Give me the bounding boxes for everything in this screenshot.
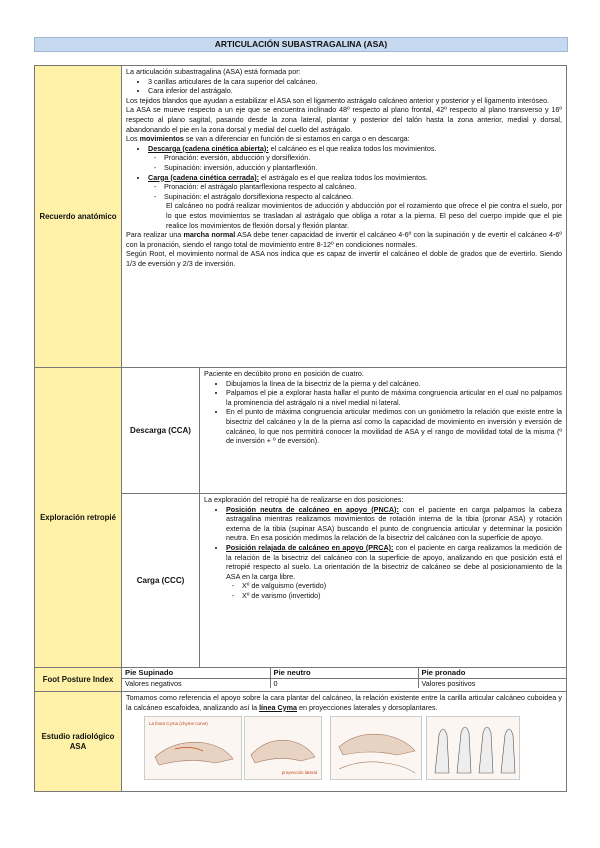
radiology-images	[126, 716, 562, 782]
text: El calcáneo no podrá realizar movimientos de aducción y abducción por el rozamiento que ofrece el pie contra el suelo, por lo que estos movimientos se trasladan al astrágalo que obliga a rotar a la pierna. El peso del cuerpo impide que el pie realice los movimientos de flexión dorsal y flexión plantar.	[166, 201, 562, 230]
fpi-header: Pie neutro	[270, 668, 418, 678]
list-item: • Posición relajada de calcáneo en apoyo (PRCA): con el paciente en carga realizamos la medición de la relación de la bisectriz del calcáneo con la superficie de apoyo, analizando en que posición está el retropié respecto al suelo. La orientación de la bisectriz de calcáneo se debe al posicionamiento de la ASA en la carga libre. - Xº de valguismo (evertido) - Xº de varismo (invertido)	[226, 543, 562, 601]
text: La articulación subastragalina (ASA) está formada por:	[126, 67, 301, 76]
text: La ASA se mueve respecto a un eje que se encuentra inclinado 48º respecto al plano frontal, 42º respecto al plano transverso y 16º respecto al plano sagital, pasando desde la zona lateral, plantar y posterior del talón hasta la zona anterior, medial y dorsal, abandonando el pie en la zona dorsal y medial del cuello del astrágalo.	[126, 105, 562, 134]
list-item: • 3 carillas articulares de la cara superior del calcáneo.	[148, 77, 562, 87]
list-item: • Cara inferior del astrágalo.	[148, 86, 562, 96]
label-exploracion: Exploración retropié	[35, 368, 122, 668]
xray-lateral-image-3	[330, 716, 422, 780]
label-fpi: Foot Posture Index	[35, 668, 122, 692]
xray-lateral-image-2: proyección lateral	[244, 716, 322, 780]
text: La exploración del retropié ha de realizarse en dos posiciones:	[204, 495, 404, 504]
text: Para realizar una marcha normal ASA debe tener capacidad de invertir el calcáneo 4-6º con la supinación y de evertir el calcáneo 4-6º con la pronación, siendo el rango total de movimiento entre 8-12º en condiciones normales.	[126, 230, 562, 249]
text: Los movimientos se van a diferenciar en función de si estamos en carga o en descarga:	[126, 134, 410, 144]
document-title: ARTICULACIÓN SUBASTRAGALINA (ASA)	[34, 37, 568, 52]
estudio-content	[122, 692, 567, 792]
fpi-value: Valores negativos	[125, 678, 182, 688]
xray-lateral-image: La línea Cyma (chyme curve)	[144, 716, 242, 780]
list-item: • Descarga (cadena cinética abierta): el calcáneo es el que realiza todos los movimientos. - Pronación: eversión, abducción y dorsiflexión. - Supinación: inversión, aducción y plantarflexión.	[148, 144, 562, 173]
label-descarga: Descarga (CCA)	[122, 368, 200, 494]
xray-dorsoplantar-image	[426, 716, 520, 780]
list-item: • Dibujamos la línea de la bisectriz de la pierna y del calcáneo.	[226, 379, 562, 389]
text: Según Root, el movimiento normal de ASA nos indica que es capaz de invertir el calcáneo el doble de grados que de evertirlo. Siendo 1/3 de eversión y 2/3 de inversión.	[126, 249, 562, 268]
text: Tomamos como referencia el apoyo sobre la cara plantar del calcáneo, la relación existente entre la carilla articular calcáneo cuboidea y la calcáneo escafoidea, analizando así la línea Cyma en proyecciones laterales y dorsoplantares.	[126, 693, 562, 712]
text: Paciente en decúbito prono en posición de cuatro.	[204, 369, 364, 378]
text: Los tejidos blandos que ayudan a estabilizar el ASA son el ligamento astrágalo calcáneo anterior y posterior y el ligamento interóseo.	[126, 95, 550, 105]
recuerdo-content	[122, 66, 567, 368]
fpi-value: 0	[270, 678, 418, 688]
fpi-header: Pie pronado	[418, 668, 566, 678]
label-estudio: Estudio radiológico ASA	[35, 692, 122, 792]
list-item: • Posición neutra de calcáneo en apoyo (PNCA): con el paciente en carga palpamos la cabeza astragalina mientras realizamos movimientos de rotación interna de la tibia (pronar ASA) y rotación externa de la tibia (supinar ASA) buscando el punto de congruencia articular y determinar la posición neutra. En esa posición medimos la relación de la bisectriz del calcáneo con la superficie de apoyo.	[226, 505, 562, 543]
list-item: • En el punto de máxima congruencia articular medimos con un goniómetro la relación que existe entre la bisectriz del calcáneo y la de la pierna así como la capacidad de movimiento en inversión y eversión de calcáneo, lo que nos permitirá conocer la movilidad de ASA y el rango de movilidad total de la misma (º de inversión + º de eversión).	[226, 407, 562, 445]
fpi-header: Pie Supinado	[122, 668, 270, 678]
asa-table	[34, 65, 567, 792]
fpi-value: Valores positivos	[418, 678, 566, 688]
descarga-content	[200, 368, 567, 494]
label-recuerdo: Recuerdo anatómico	[35, 66, 122, 368]
fpi-content	[122, 668, 567, 692]
label-carga: Carga (CCC)	[122, 494, 200, 668]
list-item: • Carga (cadena cinética cerrada): el astrágalo es el que realiza todos los movimientos. - Pronación: el astrágalo plantarflexiona respecto al calcáneo. - Supinación: el astrágalo dorsiflexiona respecto al calcáneo.	[148, 173, 562, 202]
list-item: • Palpamos el pie a explorar hasta hallar el punto de máxima congruencia articular en el cual no palpamos la prominencia del astrágalo ni a nivel medial ni lateral.	[226, 388, 562, 407]
carga-content	[200, 494, 567, 668]
